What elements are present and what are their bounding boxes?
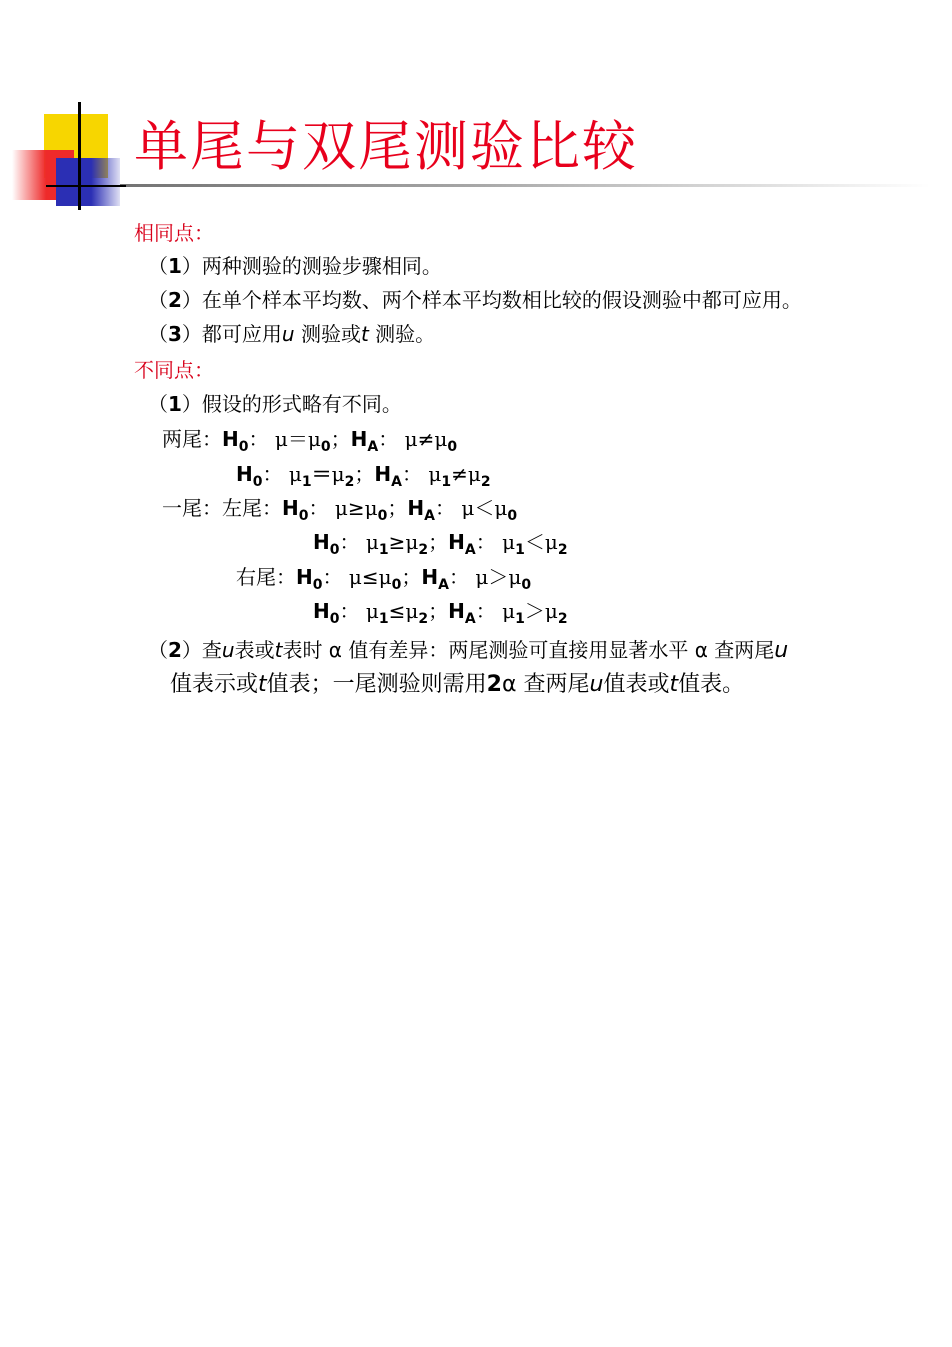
two-tail-line-1: 两尾：$H_0$： $\mu=\mu_0$；$H_A$： $\mu\ne\mu_0$ xyxy=(162,427,458,455)
decor-blue-square xyxy=(56,158,120,206)
two-tail-line-2: $H_0$： $\mu_1=\mu_2$；$H_A$： $\mu_1\ne\mu_2$ xyxy=(236,462,491,490)
diff-heading: 不同点： xyxy=(134,358,214,382)
right-tail-line-2: $H_0$： $\mu_1\le\mu_2$；$H_A$： $\mu_1>\mu_2$ xyxy=(313,599,568,627)
same-item-1: （1）两种测验的测验步骤相同。 xyxy=(148,254,442,278)
diff-item-2-line-2: 值表示或t值表；一尾测验则需用2α 查两尾u值表或t值表。 xyxy=(170,672,745,697)
same-heading: 相同点： xyxy=(134,221,214,245)
diff-item-2-line-1: （2）查u表或t表时 α 值有差异：两尾测验可直接用显著水平 α 查两尾u xyxy=(148,638,789,663)
diff-item-1: （1）假设的形式略有不同。 xyxy=(148,392,402,416)
left-tail-line-2: $H_0$： $\mu_1\ge\mu_2$；$H_A$： $\mu_1<\mu_2$ xyxy=(313,530,568,558)
title-underline xyxy=(120,184,930,187)
page-title: 单尾与双尾测验比较 xyxy=(134,115,638,178)
decor-horizontal-line xyxy=(46,185,126,187)
same-item-2: （2）在单个样本平均数、两个样本平均数相比较的假设测验中都可应用。 xyxy=(148,288,802,312)
decor-vertical-line xyxy=(78,102,81,210)
same-item-3: （3）都可应用u 测验或t 测验。 xyxy=(148,322,436,346)
left-tail-line-1: 一尾：左尾：$H_0$： $\mu\ge\mu_0$；$H_A$： $\mu<\mu_0$ xyxy=(162,496,518,524)
right-tail-line-1: 右尾：$H_0$： $\mu\le\mu_0$；$H_A$： $\mu>\mu_0$ xyxy=(236,565,532,593)
